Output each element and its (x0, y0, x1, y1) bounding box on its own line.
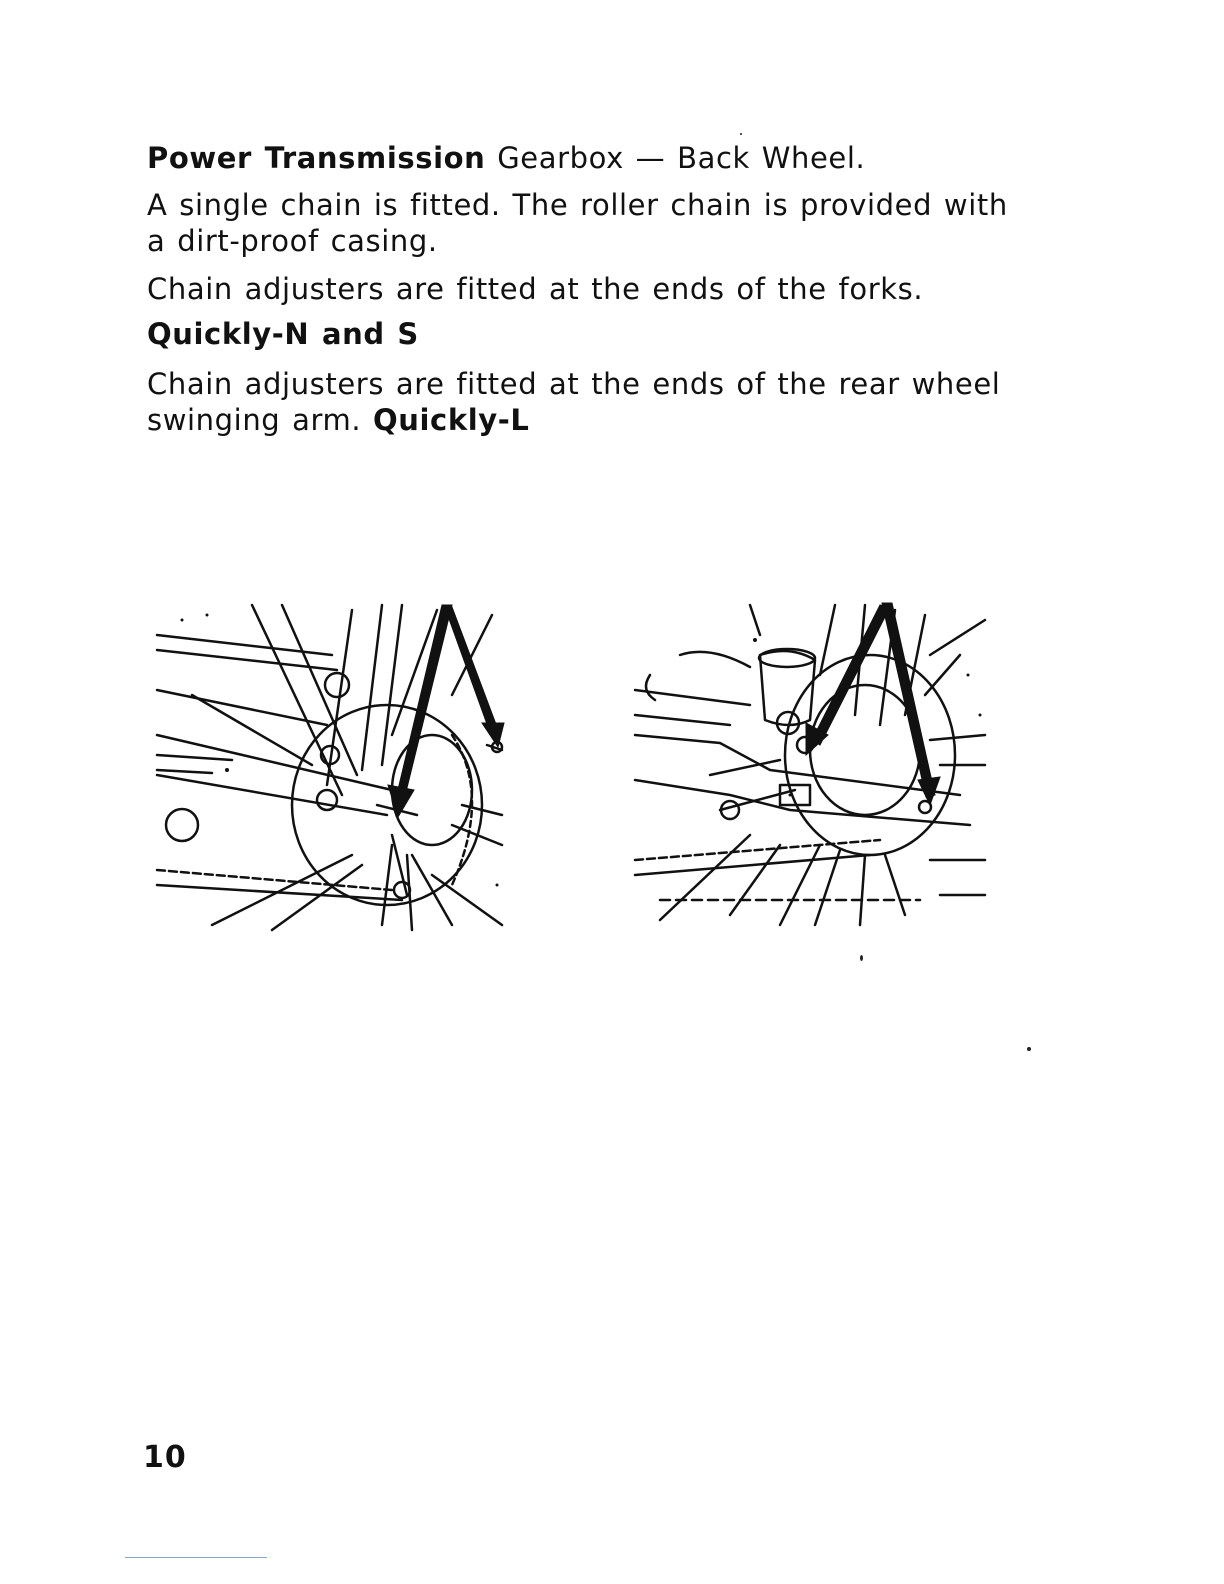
heading-rest: Gearbox — Back Wheel. (485, 141, 866, 175)
heading-bold: Power Transmission (147, 141, 486, 175)
model-l-label: Quickly-L (373, 403, 530, 437)
paragraph-adjusters-forks: Chain adjusters are fitted at the ends of the forks. (147, 272, 924, 306)
scan-speck (860, 955, 863, 961)
model-ns-heading (147, 316, 1027, 352)
model-ns-label: Quickly-N and S (147, 317, 419, 351)
paragraph-chain: A single chain is fitted. The roller chain is provided with a dirt-proof casing. (147, 188, 1008, 258)
illustration-right (630, 595, 995, 930)
paragraph-adjusters-arm-text: Chain adjusters are fitted at the ends of the rear wheel swinging arm. (147, 367, 1001, 437)
text-block (147, 140, 1027, 448)
section-heading (147, 140, 1027, 176)
paragraph-adjusters-arm (147, 366, 1027, 438)
page-number: 10 (143, 1440, 187, 1475)
figure-right-chain-adjuster (630, 595, 995, 930)
illustration-left (152, 595, 512, 940)
scan-speck (1027, 1047, 1031, 1051)
figure-left-chain-adjuster (152, 595, 512, 940)
scan-speck (740, 133, 742, 135)
footer-rule (125, 1557, 267, 1558)
